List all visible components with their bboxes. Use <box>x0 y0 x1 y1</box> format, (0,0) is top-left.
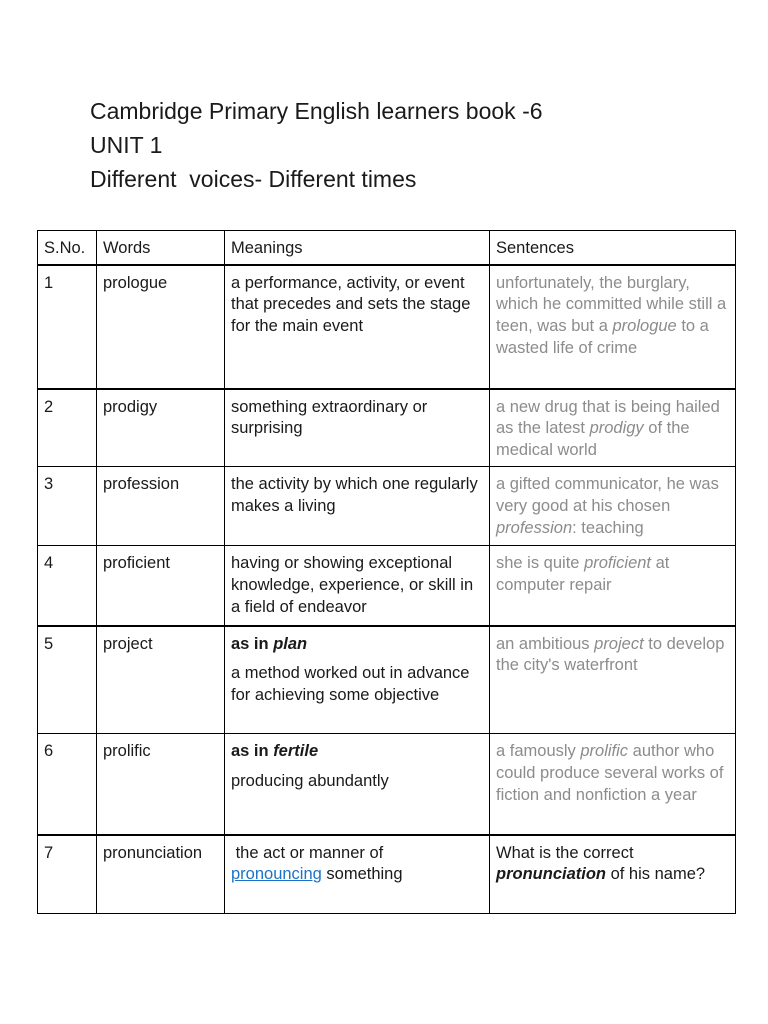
row-sentence <box>490 835 736 914</box>
table-header-row <box>38 231 736 265</box>
sentence-text: author who could produce several works of fiction and nonfiction a year <box>496 742 724 804</box>
sentence-keyword: prologue <box>612 317 677 336</box>
sentence-text: to develop the city's waterfront <box>496 634 725 675</box>
row-word: prolific <box>97 734 225 835</box>
sentence-text: of his name? <box>606 865 706 884</box>
document-heading <box>90 94 543 196</box>
header-sno: S.No. <box>38 231 97 265</box>
row-meaning <box>225 626 490 734</box>
row-sentence <box>490 734 736 835</box>
meaning-text: something <box>321 865 403 884</box>
table-row <box>38 734 736 835</box>
row-number: 1 <box>38 265 97 389</box>
sentence-text: to a wasted life of crime <box>496 317 709 357</box>
unit-title: UNIT 1 <box>90 132 163 158</box>
table-row <box>38 546 736 626</box>
sentence-keyword: project <box>594 634 644 653</box>
vocabulary-table <box>37 230 736 914</box>
row-word: proficient <box>97 546 225 626</box>
sentence-text: an ambitious <box>496 634 595 653</box>
row-meaning <box>225 734 490 835</box>
sense-prefix: as in <box>231 634 274 653</box>
sense-word: plan <box>273 634 308 653</box>
sentence-text: at computer repair <box>496 554 670 594</box>
meaning-text: the act or manner of <box>231 843 388 862</box>
sense-prefix: as in <box>231 742 274 761</box>
row-word: profession <box>97 467 225 546</box>
row-number: 7 <box>38 835 97 914</box>
row-sentence <box>490 626 736 734</box>
sentence-text: a famously <box>496 742 581 761</box>
sentence-text: : teaching <box>572 518 644 537</box>
sentence-keyword: pronunciation <box>496 865 606 884</box>
sentence-text: a gifted communicator, he was very good at his chosen <box>496 475 719 515</box>
table-row <box>38 265 736 389</box>
row-number: 5 <box>38 626 97 734</box>
sentence-text: of the medical world <box>496 419 690 460</box>
row-word: project <box>97 626 225 734</box>
sentence-text: What is the correct <box>496 843 634 862</box>
row-sentence <box>490 467 736 546</box>
unit-subtitle: Different voices- Different times <box>90 166 417 192</box>
sentence-keyword: prolific <box>580 742 629 761</box>
row-number: 2 <box>38 389 97 467</box>
meaning-text: a method worked out in advance for achieving some objective <box>231 664 470 705</box>
sentence-keyword: prodigy <box>589 419 644 438</box>
row-word: prologue <box>97 265 225 389</box>
row-number: 6 <box>38 734 97 835</box>
sense-word: fertile <box>273 742 319 761</box>
meaning-text: producing abundantly <box>231 771 389 790</box>
row-sentence <box>490 265 736 389</box>
sentence-text: she is quite <box>496 554 585 573</box>
row-sentence <box>490 546 736 626</box>
row-sentence <box>490 389 736 467</box>
row-meaning: having or showing exceptional knowledge, experience, or skill in a field of endeavor <box>225 546 490 626</box>
table-row <box>38 389 736 467</box>
row-word: pronunciation <box>97 835 225 914</box>
table-row <box>38 467 736 546</box>
row-meaning: something extraordinary or surprising <box>225 389 490 467</box>
book-title: Cambridge Primary English learners book -6 <box>90 98 543 124</box>
sentence-keyword: profession <box>496 518 573 537</box>
header-words: Words <box>97 231 225 265</box>
sentence-text: a new drug that is being hailed as the latest <box>496 397 720 438</box>
row-meaning <box>225 835 490 914</box>
meaning-sense-label <box>231 741 483 763</box>
meaning-sense-label <box>231 634 483 656</box>
table-row <box>38 835 736 914</box>
pronouncing-link[interactable]: pronouncing <box>231 865 322 884</box>
header-sentences: Sentences <box>490 231 736 265</box>
sentence-text: unfortunately, the burglary, which he committed while still a teen, was but a <box>496 273 727 336</box>
row-meaning: the activity by which one regularly makes a living <box>225 467 490 546</box>
sentence-keyword: proficient <box>584 554 652 573</box>
row-number: 4 <box>38 546 97 626</box>
row-number: 3 <box>38 467 97 546</box>
row-meaning: a performance, activity, or event that precedes and sets the stage for the main event <box>225 265 490 389</box>
table-row <box>38 626 736 734</box>
row-word: prodigy <box>97 389 225 467</box>
header-meanings: Meanings <box>225 231 490 265</box>
